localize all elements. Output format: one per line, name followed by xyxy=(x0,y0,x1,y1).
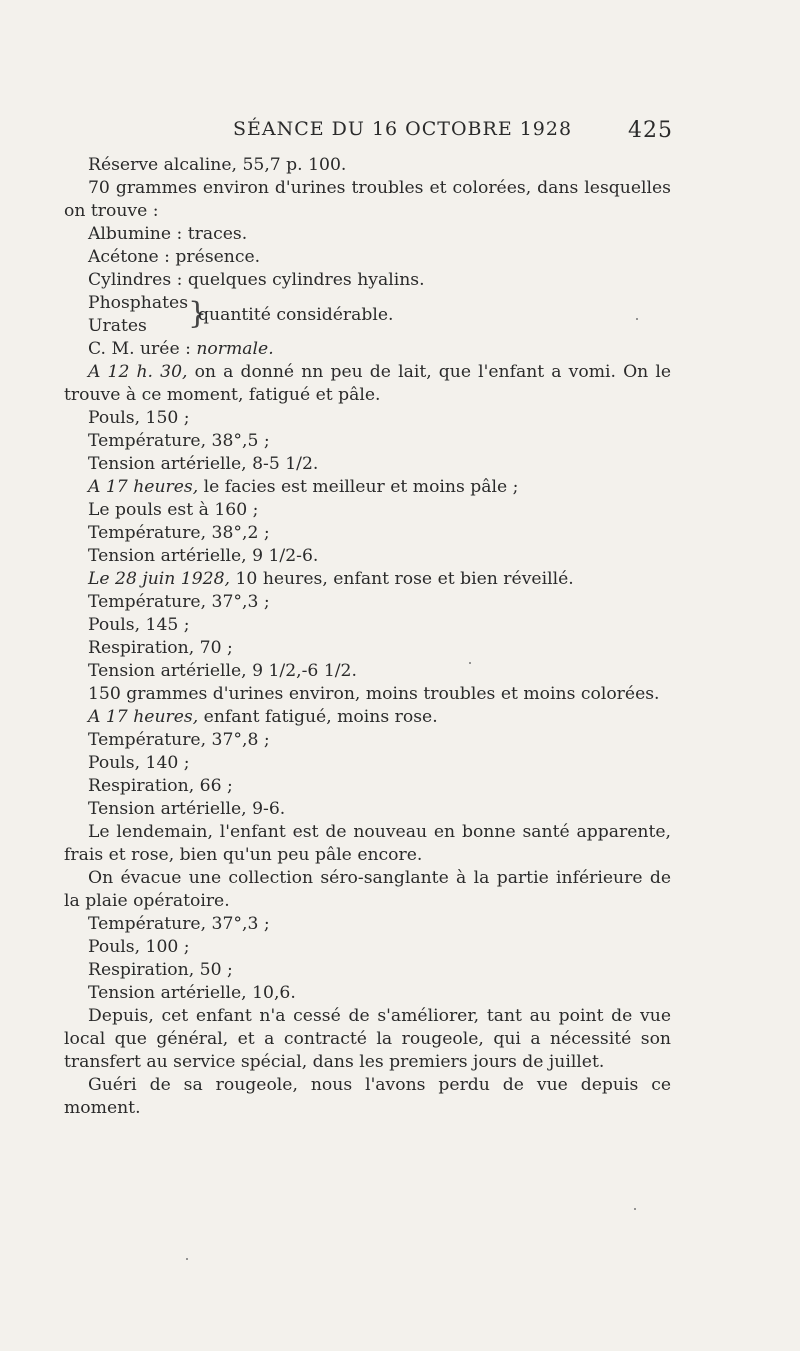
line-text: le facies est meilleur et moins pâle ; xyxy=(198,477,519,497)
time-marker: A 17 heures, xyxy=(88,477,199,497)
vital-line: Température, 37°,3 ; xyxy=(88,592,270,612)
paper-speck xyxy=(636,318,638,320)
paragraph: Réserve alcaline, 55,7 p. 100. xyxy=(88,155,347,175)
vital-line: Tension artérielle, 9 1/2,-6 1/2. xyxy=(88,661,357,681)
paragraph: Le lendemain, l'enfant est de nouveau en bonne santé apparente, frais et rose, bien qu'un peu pâle encore. xyxy=(64,822,671,865)
paragraph: 70 grammes environ d'urines troubles et colorées, dans lesquelles on trouve : xyxy=(64,178,671,221)
paper-speck xyxy=(469,662,471,664)
lab-item-urates: Urates xyxy=(88,316,147,336)
paper-speck xyxy=(186,1258,188,1260)
vital-line: Tension artérielle, 8-5 1/2. xyxy=(88,454,319,474)
lab-item-phosphates: Phosphates xyxy=(88,293,189,313)
vital-line: Pouls, 100 ; xyxy=(88,937,190,957)
date-marker: Le 28 juin 1928, xyxy=(88,569,231,589)
vital-line: Température, 38°,2 ; xyxy=(88,523,270,543)
header-title: SÉANCE DU 16 OCTOBRE 1928 xyxy=(233,118,573,140)
vital-line: Tension artérielle, 10,6. xyxy=(88,983,296,1003)
paragraph xyxy=(64,706,671,729)
line-text: enfant fatigué, moins rose. xyxy=(198,707,438,727)
line-italic: normale. xyxy=(196,339,274,359)
time-marker: A 12 h. 30, xyxy=(88,362,188,382)
vital-line: Pouls, 145 ; xyxy=(88,615,190,635)
paragraph xyxy=(64,361,671,407)
vital-line: Respiration, 50 ; xyxy=(88,960,233,980)
brace-glyph: } xyxy=(188,296,208,331)
line-text: C. M. urée : xyxy=(88,339,197,359)
body-text xyxy=(64,154,671,1120)
lab-line: Acétone : présence. xyxy=(88,247,261,267)
line-text: on a donné nn peu de lait, que l'enfant a vomi. On le trouve à ce moment, fatigué et pâle. xyxy=(64,362,671,405)
paragraph: Guéri de sa rougeole, nous l'avons perdu de vue depuis ce moment. xyxy=(64,1075,671,1118)
page-number: 425 xyxy=(628,118,673,143)
vital-line: Tension artérielle, 9-6. xyxy=(88,799,286,819)
paragraph: Depuis, cet enfant n'a cessé de s'améliorer, tant au point de vue local que général, et a contracté la rougeole, qui a nécessité son transfert au service spécial, dans les premiers jours de juillet. xyxy=(64,1006,671,1072)
vital-line: Respiration, 66 ; xyxy=(88,776,233,796)
paragraph: On évacue une collection séro-sanglante à la partie inférieure de la plaie opératoire. xyxy=(64,868,671,911)
paragraph xyxy=(64,568,671,591)
bracketed-group xyxy=(64,292,671,338)
vital-line: Température, 38°,5 ; xyxy=(88,431,270,451)
time-marker: A 17 heures, xyxy=(88,707,199,727)
lab-line xyxy=(64,338,671,361)
running-header xyxy=(0,118,800,148)
vital-line: Température, 37°,8 ; xyxy=(88,730,270,750)
lab-quantity: quantité considérable. xyxy=(198,305,394,325)
lab-line: Cylindres : quelques cylindres hyalins. xyxy=(88,270,425,290)
vital-line: Pouls, 150 ; xyxy=(88,408,190,428)
vital-line: Température, 37°,3 ; xyxy=(88,914,270,934)
paper-speck xyxy=(634,1208,636,1210)
vital-line: Respiration, 70 ; xyxy=(88,638,233,658)
paragraph xyxy=(64,476,671,499)
lab-line: Albumine : traces. xyxy=(88,224,248,244)
vital-line: Tension artérielle, 9 1/2-6. xyxy=(88,546,319,566)
vital-line: Le pouls est à 160 ; xyxy=(88,500,259,520)
paragraph: 150 grammes d'urines environ, moins troubles et moins colorées. xyxy=(88,684,660,704)
vital-line: Pouls, 140 ; xyxy=(88,753,190,773)
line-text: 10 heures, enfant rose et bien réveillé. xyxy=(230,569,574,589)
